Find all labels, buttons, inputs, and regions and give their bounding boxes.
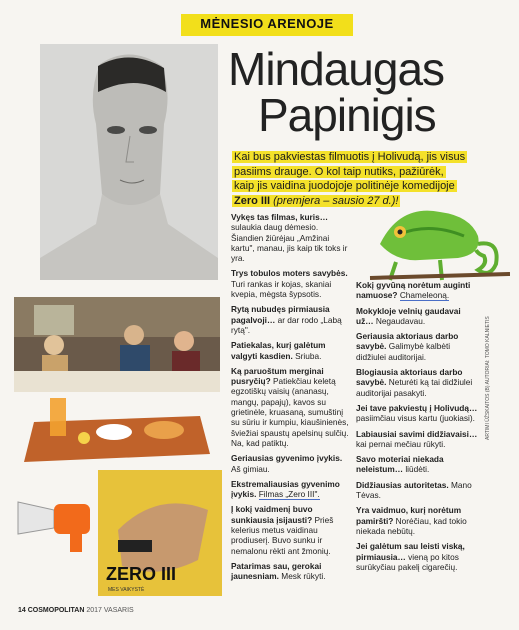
qa-item bbox=[356, 367, 478, 398]
question: Patiekalas, kurį galėtum valgyti kasdien. bbox=[231, 340, 326, 361]
zero-iii-poster bbox=[98, 470, 222, 596]
page-number: 14 bbox=[18, 607, 26, 614]
chameleon-photo bbox=[360, 184, 510, 284]
answer: pasiimčiau visus kartu (juokiasi). bbox=[356, 413, 475, 424]
answer: Mesk rūkyti. bbox=[281, 571, 326, 582]
question: Didžiausias autoritetas. bbox=[356, 479, 449, 490]
qa-item bbox=[231, 268, 351, 299]
qa-column-right bbox=[356, 280, 478, 577]
portrait-photo bbox=[40, 44, 218, 280]
answer: Patiekčiau keletą egzotiškų vaisių (ananasų, mangų, papajų), kavos su grietinėle, kruasaną, sumuštinį su sūriu ir kumpiu, kiaušinienės, šviežiai spaustų apelsinų sulčių. Na, kad patiktų. bbox=[231, 376, 349, 448]
poster-title: ZERO III bbox=[106, 564, 177, 584]
interviewee-name bbox=[228, 43, 445, 141]
qa-item bbox=[356, 541, 478, 572]
question: Mokykloje velnių gaudavai už… bbox=[356, 305, 461, 326]
qa-item bbox=[231, 504, 351, 555]
intro-line2: pasiims drauge. O kol taip nutiks, pažiūrėk, bbox=[234, 165, 444, 178]
intro-line3: kaip jis vaidina juodojoje politinėje komedijoje bbox=[234, 180, 455, 192]
family-breakfast-photo bbox=[14, 297, 220, 394]
qa-item bbox=[231, 453, 351, 474]
qa-item bbox=[231, 212, 351, 263]
answer: Prieš kelerius metus vaidinau prodiuserį. Buvo sunku ir nemalonu rėkti ant žmonių. bbox=[231, 514, 334, 556]
answer: Negaudavau. bbox=[375, 315, 426, 326]
qa-item bbox=[231, 340, 351, 361]
question: Ką paruoštum merginai pusryčių? bbox=[231, 365, 324, 387]
photo-credit: ARTIMI ŪŽSKAITOS (B) AUTORIAI: TOMO KALNIETIS bbox=[485, 316, 491, 440]
poster-tagline: MES VAIKYSTĖ bbox=[108, 587, 145, 593]
qa-column-left bbox=[231, 212, 351, 587]
issue-date: 2017 VASARIS bbox=[86, 607, 134, 614]
breakfast-tray-photo bbox=[14, 392, 220, 469]
answer: vieną po kitos surūkyčiau pakelį cigarečių. bbox=[356, 551, 459, 572]
question: Patarimas sau, gerokai jaunesniam. bbox=[231, 560, 322, 582]
qa-item bbox=[356, 505, 478, 536]
answer: liūdėti. bbox=[405, 464, 430, 475]
question: Į kokį vaidmenį buvo sunkiausia įsijausti? bbox=[231, 504, 313, 525]
name-line2: Papinigis bbox=[258, 89, 436, 141]
premiere-note: (premjera – sausio 27 d.)! bbox=[270, 194, 399, 207]
answer: Aš gimiau. bbox=[231, 463, 270, 474]
answer: Turi rankas ir kojas, skaniai kvepia, mėgsta šypsotis. bbox=[231, 278, 332, 300]
page-footer bbox=[18, 607, 134, 614]
question: Vykęs tas filmas, kuris… bbox=[231, 212, 329, 222]
question: Kokį gyvūną norėtum auginti namuose? bbox=[356, 280, 471, 301]
question: Jei galėtum sau leisti viską, pirmiausia… bbox=[356, 541, 465, 562]
qa-item bbox=[231, 561, 351, 582]
qa-item bbox=[356, 429, 478, 450]
qa-item bbox=[356, 454, 478, 475]
qa-item bbox=[231, 304, 351, 335]
answer: sulaukia daug dėmesio. Šiandien žiūrėjau „Amžinai kartu", manau, jis kaip tik toks ir yra. bbox=[231, 222, 348, 264]
qa-item bbox=[356, 306, 478, 327]
section-header: MĖNESIO ARENOJE bbox=[200, 16, 334, 31]
intro-line1: Kai bus pakviestas filmuotis į Holivudą, jis visus bbox=[234, 151, 466, 163]
question: Rytą nubudęs pirmiausia pagalvoji… bbox=[231, 304, 330, 325]
answer: Chameleoną. bbox=[399, 290, 450, 301]
megaphone-photo bbox=[14, 474, 104, 556]
question: Ekstremaliausias gyvenimo įvykis. bbox=[231, 478, 340, 500]
qa-item bbox=[231, 366, 351, 448]
answer: Galimybė kalbėti didžiulei auditorijai. bbox=[356, 341, 451, 362]
answer: Filmas „Zero III". bbox=[258, 489, 320, 500]
answer: Neturėti ką tai didžiulei auditorijai pasakyti. bbox=[356, 377, 473, 398]
qa-item bbox=[356, 331, 478, 362]
magazine-brand: COSMOPOLITAN bbox=[27, 607, 85, 614]
question: Geriausia aktoriaus darbo savybė. bbox=[356, 331, 459, 352]
qa-item bbox=[356, 403, 478, 424]
question: Labiausiai savimi didžiavaisi… bbox=[356, 428, 478, 439]
answer: kai pernai mečiau rūkyti. bbox=[356, 438, 446, 449]
question: Jei tave pakviestų į Holivudą… bbox=[356, 402, 478, 413]
answer: Norėčiau, kad tokio niekada nebūtų. bbox=[356, 515, 467, 536]
answer: Mano Tėvas. bbox=[356, 479, 472, 501]
question: Trys tobulos moters savybės. bbox=[231, 268, 348, 279]
answer: ar dar rodo „Labą rytą". bbox=[231, 314, 342, 335]
name-line1: Mindaugas bbox=[228, 43, 445, 95]
movie-title: Zero III bbox=[234, 194, 271, 207]
qa-item bbox=[356, 480, 478, 501]
question: Savo moteriai niekada neleistum… bbox=[356, 454, 444, 475]
qa-item bbox=[231, 479, 351, 500]
question: Geriausias gyvenimo įvykis. bbox=[231, 453, 343, 464]
question: Yra vaidmuo, kurį norėtum pamiršti? bbox=[356, 505, 462, 526]
question: Blogiausia aktoriaus darbo savybė. bbox=[356, 367, 463, 388]
answer: Sriuba. bbox=[295, 350, 322, 361]
